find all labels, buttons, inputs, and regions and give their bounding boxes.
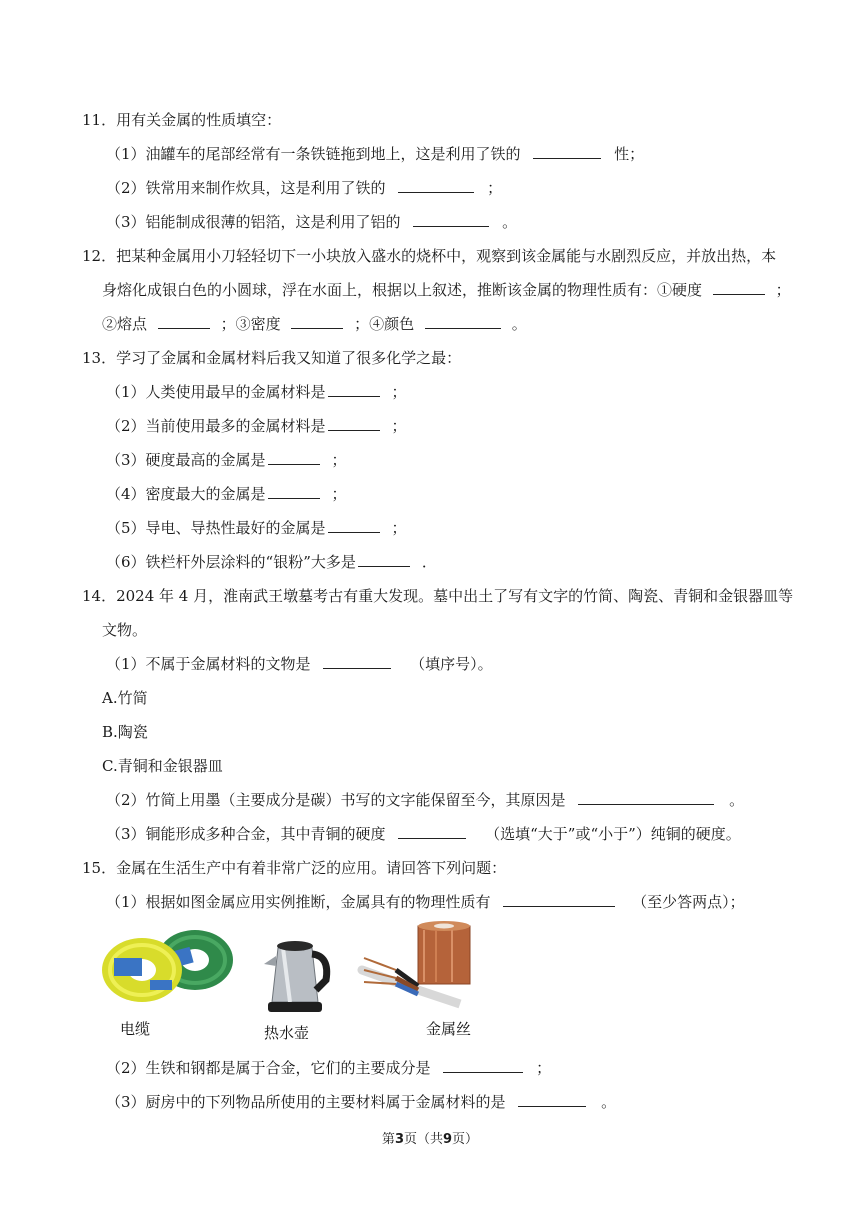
q13-title: 13．学习了金属和金属材料后我又知道了很多化学之最： (82, 349, 462, 367)
q14-sub1-suffix: （填序号）。 (410, 655, 493, 673)
answer-blank[interactable] (291, 314, 343, 329)
q12-line2 (102, 280, 791, 300)
answer-blank[interactable] (425, 314, 501, 329)
answer-blank[interactable] (713, 280, 765, 295)
q14-sub3-suffix: （选填“大于”或“小于”）纯铜的硬度。 (485, 825, 741, 843)
kettle-image (264, 941, 327, 1012)
q13-item-1-suffix: ； (391, 383, 407, 401)
q12-line2-text: 身熔化成银白色的小圆球，浮在水面上，根据以上叙述，推断该金属的物理性质有：①硬度 (102, 281, 703, 299)
q15-sub3-text: （3）厨房中的下列物品所使用的主要材料属于金属材料的是 (106, 1093, 506, 1111)
q12-line3-suffix: 。 (511, 315, 527, 333)
kettle-caption: 热水壶 (264, 1024, 310, 1042)
q13-item-1 (106, 382, 407, 402)
q11-sub2-suffix: ； (487, 179, 503, 197)
q15-sub3-suffix: 。 (601, 1093, 617, 1111)
q14-option-a: A.竹简 (102, 689, 148, 707)
q15-sub2 (106, 1058, 551, 1078)
cable-caption: 电缆 (120, 1020, 151, 1038)
q15-sub1-text: （1）根据如图金属应用实例推断，金属具有的物理性质有 (106, 893, 491, 911)
current-page-number: 3 (394, 1132, 404, 1147)
q11-sub2-text: （2）铁常用来制作炊具，这是利用了铁的 (106, 179, 386, 197)
q14-sub2 (106, 790, 744, 810)
answer-blank[interactable] (398, 178, 474, 193)
q13-item-6-text: （6）铁栏杆外层涂料的“银粉”大多是 (106, 553, 356, 571)
q14-sub3-text: （3）铜能形成多种合金，其中青铜的硬度 (106, 825, 386, 843)
q13-item-5-suffix: ； (391, 519, 407, 537)
answer-blank[interactable] (328, 416, 380, 431)
answer-blank[interactable] (533, 144, 601, 159)
metal-wire-image (362, 921, 470, 1004)
q11-sub3-suffix: 。 (502, 213, 518, 231)
metal-applications-figure (100, 920, 500, 1045)
q14-sub2-suffix: 。 (729, 791, 745, 809)
q12-color-label: ；④颜色 (354, 315, 415, 333)
q14-sub3 (106, 824, 741, 844)
q14-line2: 文物。 (102, 621, 148, 639)
answer-blank[interactable] (328, 518, 380, 533)
q12-line1: 12．把某种金属用小刀轻轻切下一小块放入盛水的烧杯中，观察到该金属能与水剧烈反应，并放出热，本 (82, 247, 777, 265)
q12-density-label: ；③密度 (220, 315, 281, 333)
q11-sub1-suffix: 性； (614, 145, 645, 163)
answer-blank[interactable] (268, 450, 320, 465)
q14-option-c: C.青铜和金银器皿 (102, 757, 223, 775)
answer-blank[interactable] (323, 654, 391, 669)
answer-blank[interactable] (518, 1092, 586, 1107)
q11-sub1 (106, 144, 644, 164)
answer-blank[interactable] (158, 314, 210, 329)
answer-blank[interactable] (328, 382, 380, 397)
q13-item-4 (106, 484, 347, 504)
q13-item-4-suffix: ； (331, 485, 347, 503)
q11-sub3 (106, 212, 517, 232)
q11-sub2 (106, 178, 502, 198)
answer-blank[interactable] (578, 790, 714, 805)
q11-title: 11．用有关金属的性质填空： (82, 111, 282, 129)
q13-item-1-text: （1）人类使用最早的金属材料是 (106, 383, 326, 401)
q13-item-6 (106, 552, 437, 572)
q15-sub1-suffix: （至少答两点）； (632, 893, 745, 911)
q15-sub2-text: （2）生铁和钢都是属于合金，它们的主要成分是 (106, 1059, 431, 1077)
footer-middle: 页（共 (403, 1132, 443, 1147)
q15-sub2-suffix: ； (536, 1059, 552, 1077)
metal-wire-caption: 金属丝 (426, 1020, 472, 1038)
q15-sub3 (106, 1092, 616, 1112)
q13-item-5-text: （5）导电、导热性最好的金属是 (106, 519, 326, 537)
q13-item-2-suffix: ； (391, 417, 407, 435)
q14-option-b: B.陶瓷 (102, 723, 148, 741)
q11-sub1-text: （1）油罐车的尾部经常有一条铁链拖到地上，这是利用了铁的 (106, 145, 521, 163)
q14-line1: 14．2024 年 4 月，淮南武王墩墓考古有重大发现。墓中出土了写有文字的竹简、陶瓷、青铜和金银器皿等 (82, 587, 794, 605)
answer-blank[interactable] (443, 1058, 523, 1073)
q12-line2-suffix: ； (775, 281, 791, 299)
q14-sub2-text: （2）竹简上用墨（主要成分是碳）书写的文字能保留至今，其原因是 (106, 791, 566, 809)
page-footer (0, 1128, 860, 1147)
q15-sub1 (106, 892, 745, 912)
q13-item-6-suffix: ． (421, 553, 437, 571)
answer-blank[interactable] (413, 212, 489, 227)
answer-blank[interactable] (503, 892, 615, 907)
q13-item-2 (106, 416, 407, 436)
cable-image (102, 930, 233, 1002)
q13-item-3 (106, 450, 347, 470)
q13-item-2-text: （2）当前使用最多的金属材料是 (106, 417, 326, 435)
q15-title: 15．金属在生活生产中有着非常广泛的应用。请回答下列问题： (82, 859, 507, 877)
q11-sub3-text: （3）铝能制成很薄的铝箔，这是利用了铝的 (106, 213, 401, 231)
total-page-count: 9 (443, 1132, 453, 1147)
q13-item-3-text: （3）硬度最高的金属是 (106, 451, 266, 469)
answer-blank[interactable] (268, 484, 320, 499)
answer-blank[interactable] (398, 824, 466, 839)
q13-item-5 (106, 518, 407, 538)
footer-suffix: 页） (452, 1132, 479, 1147)
q14-sub1-text: （1）不属于金属材料的文物是 (106, 655, 311, 673)
q12-line3 (102, 314, 527, 334)
q13-item-4-text: （4）密度最大的金属是 (106, 485, 266, 503)
q14-sub1 (106, 654, 493, 674)
q13-item-3-suffix: ； (331, 451, 347, 469)
footer-prefix: 第 (381, 1132, 395, 1147)
answer-blank[interactable] (358, 552, 410, 567)
q12-melting-label: ②熔点 (102, 315, 148, 333)
